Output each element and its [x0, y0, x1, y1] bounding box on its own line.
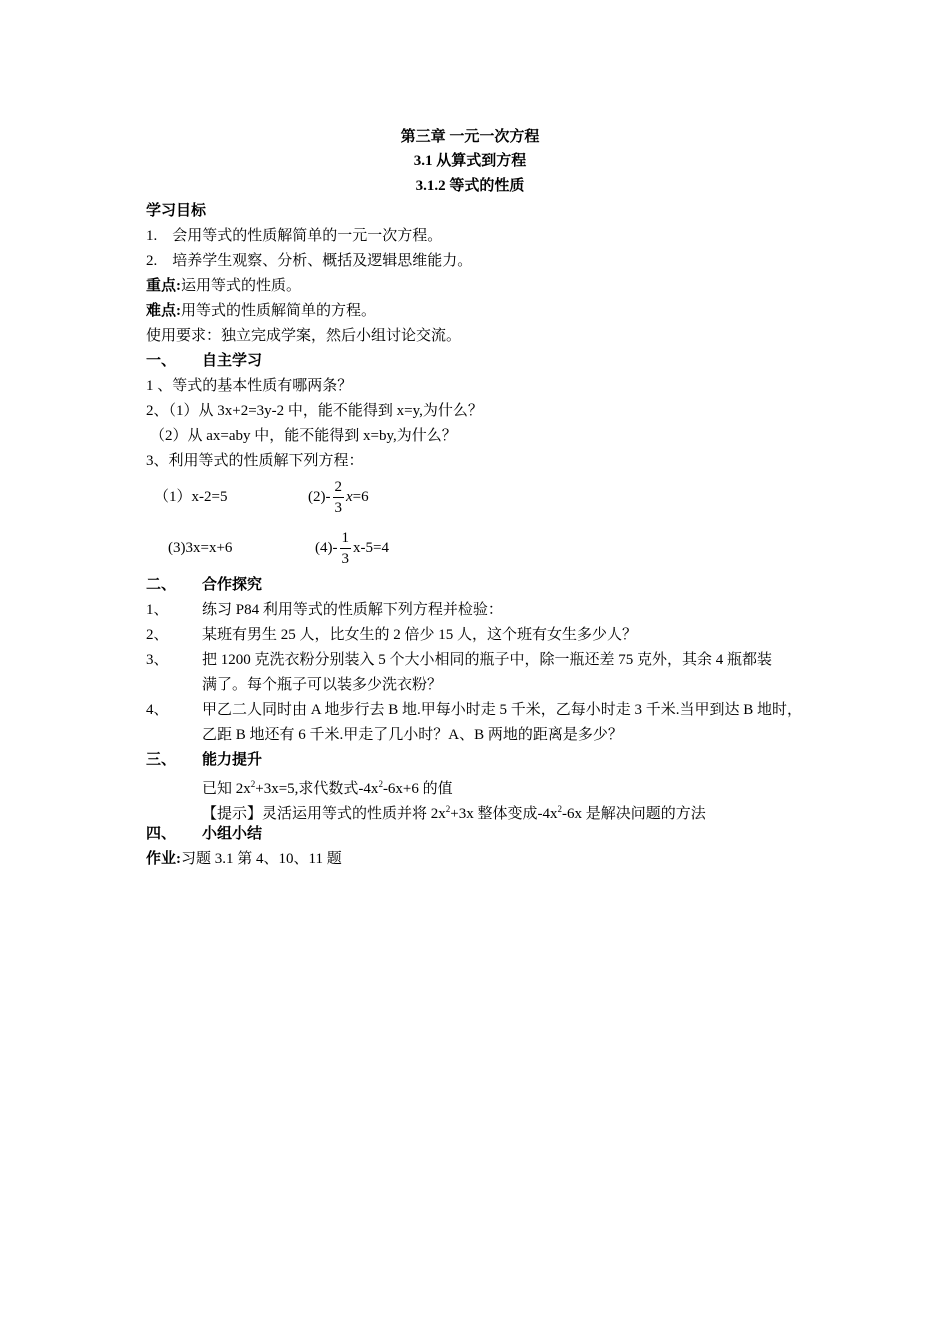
key-point-text: 运用等式的性质。 — [181, 278, 302, 294]
equation-2-suffix: =6 — [352, 489, 369, 505]
key-point — [146, 276, 301, 296]
usage-requirement: 使用要求：独立完成学案，然后小组讨论交流。 — [146, 328, 462, 344]
fraction-numerator: 2 — [333, 477, 345, 498]
part3-problem-b: +3x=5,求代数式-4x — [255, 781, 379, 797]
part3-hint-c: -6x 是解决问题的方法 — [561, 806, 706, 822]
part2-item-2-number: 2、 — [146, 627, 169, 643]
homework-label: 作业: — [146, 851, 181, 867]
part3-hint — [202, 799, 706, 824]
part1-question-3: 3、利用等式的性质解下列方程： — [146, 453, 364, 469]
part3-number: 三、 — [146, 752, 177, 768]
part4-number: 四、 — [146, 826, 177, 842]
fraction-denominator: 3 — [341, 551, 349, 568]
part1-title: 自主学习 — [202, 353, 263, 369]
part2-item-3-text: 把 1200 克洗衣粉分别装入 5 个大小相同的瓶子中，除一瓶还差 75 克外，其余 4 瓶都装 — [202, 652, 773, 668]
equation-1: （1）x-2=5 — [154, 489, 228, 505]
equation-4-suffix: x-5=4 — [353, 540, 389, 556]
part2-item-4-text: 甲乙二人同时由 A 地步行去 B 地.甲每小时走 5 千米，乙每小时走 3 千米.当甲到达 B 地时， — [202, 702, 803, 718]
exponent: 2 — [250, 779, 256, 789]
equation-2-prefix: (2)- — [308, 489, 331, 505]
homework — [146, 849, 342, 869]
exponent: 2 — [378, 779, 383, 789]
goal-2-number: 2. — [146, 253, 158, 269]
key-point-label: 重点: — [146, 278, 181, 294]
homework-text: 习题 3.1 第 4、10、11 题 — [181, 851, 342, 867]
chapter-title: 第三章 一元一次方程 — [400, 129, 540, 145]
equation-4 — [315, 526, 389, 570]
part4-title: 小组小结 — [202, 826, 263, 842]
fraction-one-third — [340, 528, 352, 569]
part3-problem-c: -6x+6 的值 — [382, 781, 453, 797]
equation-4-prefix: (4)- — [315, 540, 338, 556]
section-title: 3.1 从算式到方程 — [413, 153, 527, 169]
fraction-denominator: 3 — [334, 500, 342, 517]
part3-hint-a: 【提示】灵活运用等式的性质并将 2x — [202, 806, 446, 822]
part2-item-2-text: 某班有男生 25 人，比女生的 2 倍少 15 人，这个班有女生多少人？ — [202, 627, 638, 643]
exponent: 2 — [557, 804, 562, 814]
part2-item-1-text: 练习 P84 利用等式的性质解下列方程并检验： — [202, 602, 503, 618]
goal-item-1 — [146, 226, 442, 246]
part2-item-3-text-cont: 满了。每个瓶子可以装多少洗衣粉？ — [202, 677, 443, 693]
part2-item-4-text-cont: 乙距 B 地还有 6 千米.甲走了几小时？A、B 两地的距离是多少？ — [202, 727, 623, 743]
part1-question-2b: （2）从 ax=aby 中，能不能得到 x=by,为什么？ — [150, 428, 457, 444]
goal-item-2 — [146, 251, 472, 271]
part3-problem — [202, 774, 453, 799]
difficulty-text: 用等式的性质解简单的方程。 — [181, 303, 377, 319]
fraction-numerator: 1 — [340, 528, 352, 549]
part2-item-4-number: 4、 — [146, 702, 169, 718]
part2-item-1-number: 1、 — [146, 602, 169, 618]
goal-1-number: 1. — [146, 228, 158, 244]
part1-question-1: 1 、等式的基本性质有哪两条？ — [146, 378, 353, 394]
part2-number: 二、 — [146, 577, 177, 593]
subsection-title: 3.1.2 等式的性质 — [415, 178, 525, 194]
difficulty-point — [146, 301, 376, 321]
part1-question-2a: 2、（1）从 3x+2=3y-2 中，能不能得到 x=y,为什么？ — [146, 403, 483, 419]
goal-2-text: 培养学生观察、分析、概括及逻辑思维能力。 — [172, 253, 473, 269]
exponent: 2 — [445, 804, 451, 814]
goals-heading: 学习目标 — [146, 203, 207, 219]
part2-item-3-number: 3、 — [146, 652, 169, 668]
part2-title: 合作探究 — [202, 577, 263, 593]
equation-2 — [308, 475, 369, 519]
equation-2-variable: x — [346, 489, 353, 505]
difficulty-label: 难点: — [146, 303, 181, 319]
fraction-two-thirds — [333, 477, 345, 518]
equation-3: (3)3x=x+6 — [168, 540, 233, 556]
part3-title: 能力提升 — [202, 752, 263, 768]
part3-problem-a: 已知 2x — [202, 781, 251, 797]
part3-hint-b: +3x 整体变成-4x — [450, 806, 558, 822]
goal-1-text: 会用等式的性质解简单的一元一次方程。 — [172, 228, 443, 244]
part1-number: 一、 — [146, 353, 177, 369]
